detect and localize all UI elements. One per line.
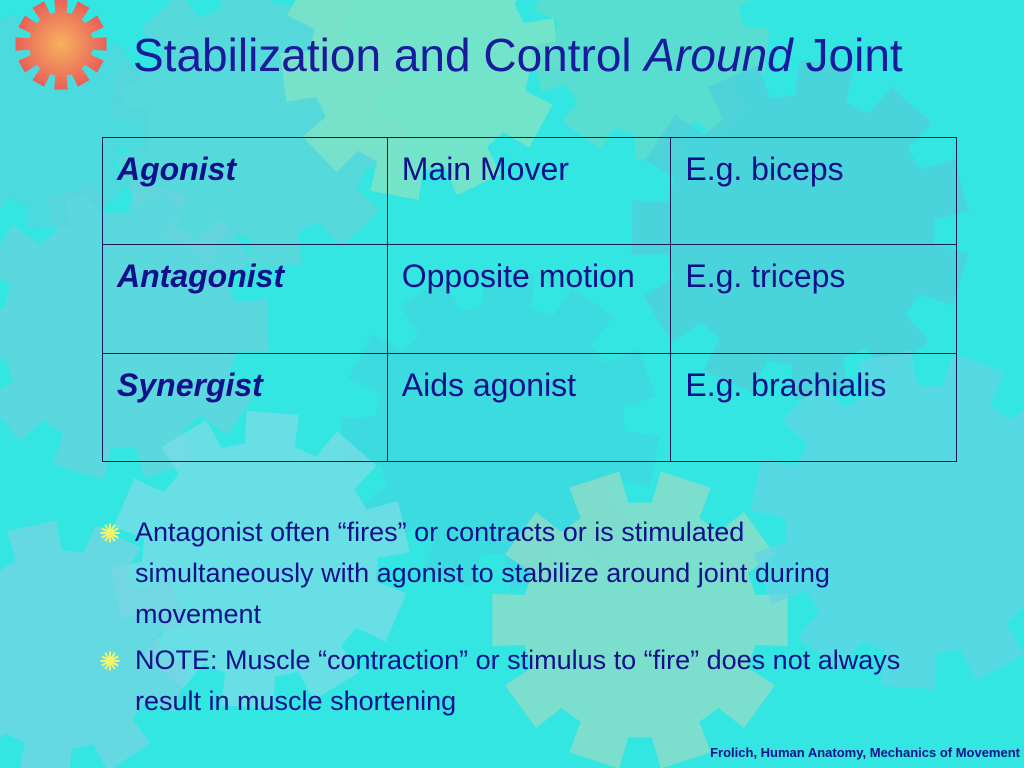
title-part-2: Joint — [805, 29, 903, 81]
muscle-role-table — [102, 137, 957, 462]
table-row — [103, 245, 957, 354]
role-example: E.g. brachialis — [671, 354, 957, 462]
role-term: Antagonist — [103, 245, 388, 354]
table-row — [103, 354, 957, 462]
role-description: Aids agonist — [387, 354, 671, 462]
title-part-1: Stabilization and Control — [133, 29, 632, 81]
bullet-item — [100, 640, 930, 722]
table-row — [103, 138, 957, 245]
role-example: E.g. triceps — [671, 245, 957, 354]
sunburst-bullet-icon — [100, 523, 120, 543]
bullet-list — [100, 512, 930, 727]
role-description: Main Mover — [387, 138, 671, 245]
slide-footer: Frolich, Human Anatomy, Mechanics of Movement — [710, 745, 1020, 760]
role-term: Synergist — [103, 354, 388, 462]
role-example: E.g. biceps — [671, 138, 957, 245]
slide-title — [133, 28, 903, 82]
bullet-text: NOTE: Muscle “contraction” or stimulus to “fire” does not always result in muscle shortening — [135, 645, 901, 716]
sunburst-bullet-icon — [100, 651, 120, 671]
title-emphasis: Around — [644, 29, 793, 81]
bullet-item — [100, 512, 930, 635]
bullet-text: Antagonist often “fires” or contracts or is stimulated simultaneously with agonist to stabilize around joint during movement — [135, 517, 830, 629]
role-description: Opposite motion — [387, 245, 671, 354]
role-term: Agonist — [103, 138, 388, 245]
